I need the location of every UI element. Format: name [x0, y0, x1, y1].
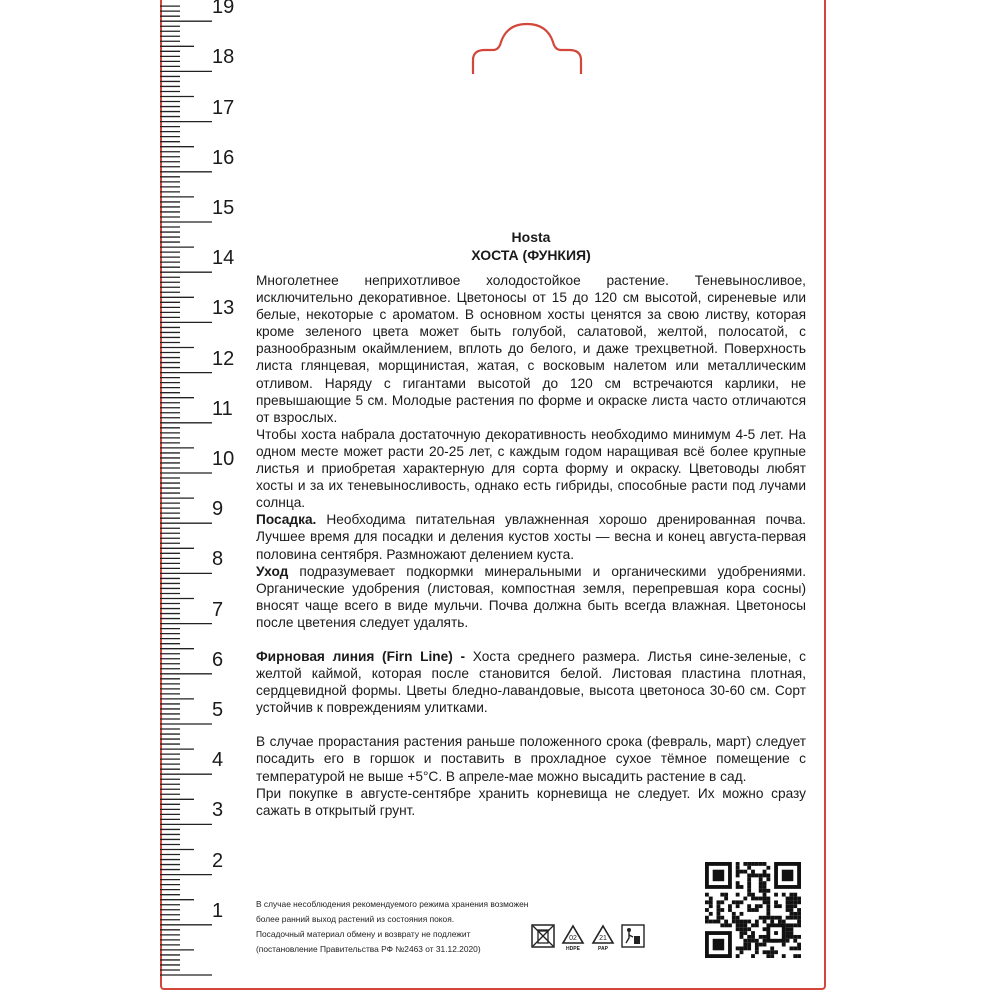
ruler-number: 14 [212, 247, 235, 270]
ruler-number: 3 [212, 799, 224, 822]
ruler-number: 15 [212, 197, 235, 219]
hdpe-label: HDPE [566, 946, 580, 952]
hang-slot-cutout [471, 22, 583, 76]
recycling-marks [530, 924, 650, 956]
variety-paragraph [256, 648, 806, 716]
care-heading: Уход [256, 563, 289, 579]
ruler-number: 19 [212, 0, 235, 19]
planting-text: Необходима питательная увлажненная хорошо дренированная почва. Лучшее время для посадки и деления кустов хосты — весна и конец августа-первая половина сентября. Размножают делением куста. [256, 512, 806, 562]
hdpe-code: 02 [569, 935, 577, 942]
ruler-number: 13 [212, 297, 235, 320]
storage-notice-line: (постановление Правительства РФ №2463 от 31.12.2020) [256, 944, 481, 954]
recycle-hdpe-icon [560, 924, 586, 956]
care-text: подразумевает подкормки минеральными и органическими удобрениями. Органические удобрения (листовая, компостная земля, перепревшая кора сосны) вносят чаще всего в виде мульчи. Почва должна быть всегда влажная. Цветоносы после цветения следует удалять. [256, 563, 806, 630]
ruler-number: 18 [212, 46, 235, 69]
storage-notice [256, 897, 556, 957]
planting-paragraph [256, 511, 806, 562]
purchase-paragraph: При покупке в августе-сентябре хранить корневища не следует. Их можно сразу сажать в открытый грунт. [256, 785, 806, 818]
pap-label: PAP [598, 946, 608, 952]
ruler-number: 6 [212, 648, 224, 671]
pap-code: 21 [599, 935, 607, 942]
title-russian: ХОСТА (ФУНКИЯ) [471, 247, 591, 263]
ruler-number: 17 [212, 96, 235, 119]
recycle-pap-icon [590, 924, 616, 956]
ruler-number: 9 [212, 498, 224, 521]
tidy-man-icon [620, 924, 646, 956]
ruler-number: 1 [212, 899, 224, 922]
ruler-number: 2 [212, 849, 224, 872]
variety-heading: Фирновая линия (Firn Line) - [256, 648, 466, 664]
ruler-number: 7 [212, 598, 224, 621]
ruler-number: 11 [212, 397, 233, 420]
sprouting-paragraph: В случае прорастания растения раньше положенного срока (февраль, март) следует посадить его в горшок и поставить в прохладное сухое тёмное помещение с температурой не выше +5°С. В апреле-мае можно высадить растение в сад. [256, 734, 806, 784]
intro-paragraph: Многолетнее неприхотливое холодостойкое растение. Теневыносливое, исключительно декоративное. Цветоносы от 15 до 120 см высотой, сиреневые или белые, некоторые с ароматом. В основном хосты ценятся за свою листву, которая кроме зеленого цвета может быть голубой, салатовой, желтой, полосатой, с разнообразным окаймлением, вплоть до белого, и даже трехцветной. Поверхность листа глянцевая, морщинистая, жатая, с восковым налетом или металлическим отливом. Наряду с гигантами высотой до 120 см встречаются карлики, не превышающие 5 см. Молодые растения по форме и окраске листа часто отличаются от взрослых. [256, 273, 806, 425]
storage-notice-line: более ранний выход растений из состояния покоя. [256, 914, 455, 924]
ruler-number: 4 [212, 749, 224, 772]
growth-paragraph: Чтобы хоста набрала достаточную декоративность необходимо минимум 4-5 лет. На одном месте может расти 20-25 лет, с каждым годом наращивая всё более крупные листья и приобретая характерную для сорта форму и окраску. Цветоводы любят хосты и за их теневыносливость, однако есть гибриды, способные расти под лучами солнца. [256, 426, 806, 511]
title-latin: Hosta [511, 229, 551, 245]
planting-heading: Посадка. [256, 512, 317, 528]
storage-notice-line: Посадочный материал обмену и возврату не подлежит [256, 929, 471, 939]
variety-text: Хоста среднего размера. Листья сине-зеленые, с желтой каймой, которая после становится белой. Листовая пластина плотная, сердцевидной формы. Цветы бледно-лавандовые, высота цветоноса 30-60 см. Сорт устойчив к повреждениям улитками. [256, 648, 807, 716]
ruler-number: 10 [212, 448, 235, 470]
care-paragraph [256, 563, 806, 631]
ruler-number: 5 [212, 699, 224, 721]
description-text [256, 272, 806, 819]
no-household-waste-icon [530, 924, 556, 956]
ruler-number: 16 [212, 146, 235, 169]
ruler-number: 8 [212, 548, 224, 571]
storage-notice-line: В случае несоблюдения рекомендуемого режима хранения возможен [256, 899, 529, 909]
ruler-number: 12 [212, 347, 235, 370]
qr-code[interactable] [705, 862, 801, 958]
